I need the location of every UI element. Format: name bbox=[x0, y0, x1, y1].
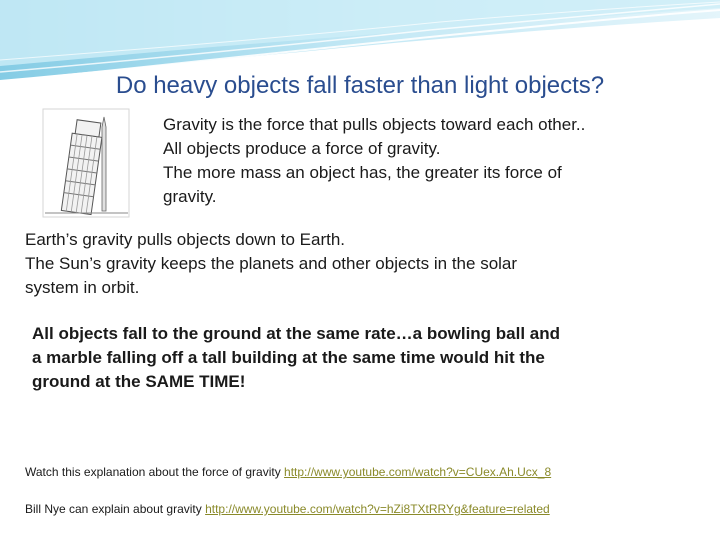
text-line: Earth’s gravity pulls objects down to Earth. bbox=[25, 230, 346, 249]
text-line: gravity. bbox=[163, 187, 217, 206]
text-line: All objects fall to the ground at the same rate…a bowling ball and bbox=[32, 324, 561, 343]
text-line: The more mass an object has, the greater its force of bbox=[163, 163, 562, 182]
youtube-bill-nye-link[interactable]: http://www.youtube.com/watch?v=hZi8TXtRRYg&feature=related bbox=[205, 502, 550, 516]
youtube-explanation-link[interactable]: http://www.youtube.com/watch?v=CUex.Ah.Ucx_8 bbox=[284, 465, 552, 479]
text-line: ground at the SAME TIME! bbox=[32, 372, 246, 391]
text-line: system in orbit. bbox=[25, 278, 140, 297]
link-prefix: Watch this explanation about the force of gravity bbox=[25, 465, 285, 479]
key-point-text bbox=[32, 322, 712, 394]
text-line: All objects produce a force of gravity. bbox=[163, 139, 441, 158]
slide-title: Do heavy objects fall faster than light objects? bbox=[115, 72, 605, 99]
explanation-link-line bbox=[25, 465, 551, 479]
leaning-tower-of-pisa-image bbox=[40, 107, 132, 219]
text-line: Gravity is the force that pulls objects toward each other.. bbox=[163, 115, 586, 134]
gravity-definition-text bbox=[163, 113, 708, 209]
link-prefix: Bill Nye can explain about gravity bbox=[25, 502, 206, 516]
text-line: The Sun’s gravity keeps the planets and other objects in the solar bbox=[25, 254, 518, 273]
earth-sun-gravity-text bbox=[25, 228, 705, 300]
text-line: a marble falling off a tall building at the same time would hit the bbox=[32, 348, 545, 367]
bill-nye-link-line bbox=[25, 502, 550, 516]
